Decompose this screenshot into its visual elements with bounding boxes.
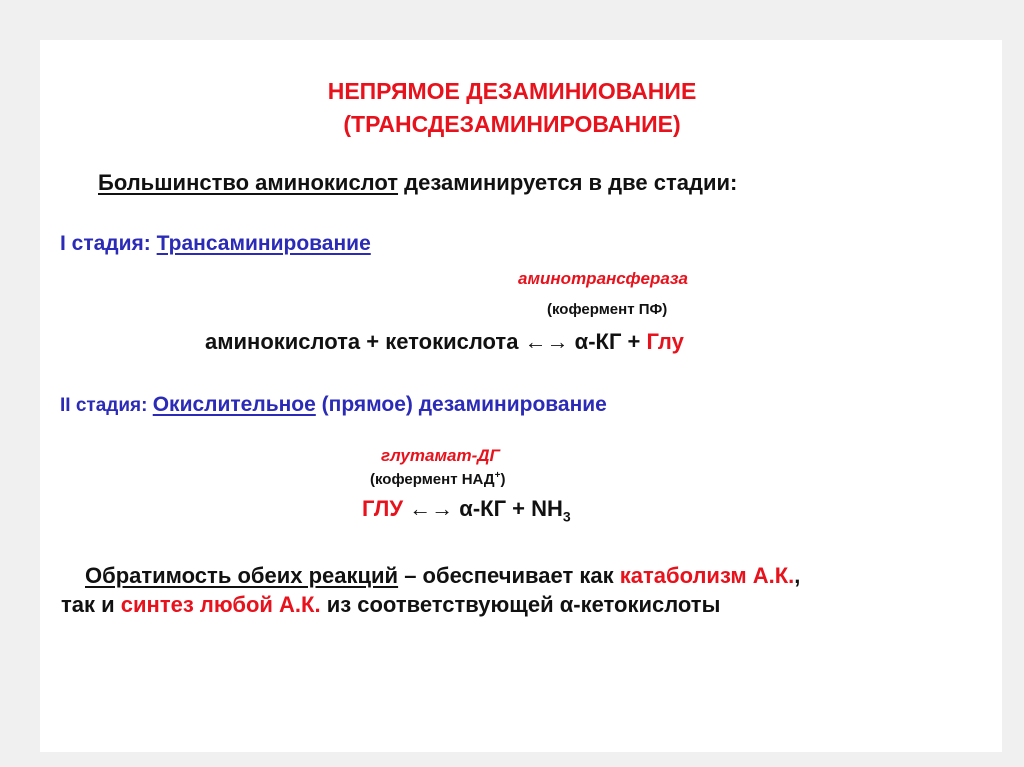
intro-line <box>98 170 737 196</box>
stage2-coenzyme-prefix: (кофермент НАД <box>370 471 495 488</box>
reversible-arrow-icon: ←→ <box>409 496 454 521</box>
conclusion-line-1 <box>85 563 800 589</box>
conclusion-catabolism: катаболизм А.К. <box>619 563 795 588</box>
stage2-reaction-substrate: ГЛУ <box>362 496 404 521</box>
intro-rest: дезаминируется в две стадии: <box>398 170 738 195</box>
stage1-label: I стадия: <box>60 232 157 255</box>
stage2-reaction-sub: 3 <box>562 508 571 525</box>
conclusion-synthesis: синтез любой А.К. <box>120 592 321 617</box>
intro-subject: Большинство аминокислот <box>98 170 399 195</box>
conclusion-part4: -кетокислоты <box>573 592 721 617</box>
stage2-coenzyme-sup: + <box>494 470 501 481</box>
stage1-enzyme: аминотрансфераза <box>518 269 688 288</box>
stage2-name-rest: дезаминирование <box>412 393 607 416</box>
stage1-reaction-left: аминокислота + кетокислота <box>205 329 525 354</box>
stage2-reaction <box>362 496 571 525</box>
reversible-arrow-icon: ←→ <box>524 329 569 354</box>
stage1-reaction-mid: -КГ + <box>588 329 647 354</box>
stage1-reaction-product: Глу <box>646 329 684 354</box>
stage2-heading <box>60 393 607 417</box>
conclusion-line-2 <box>61 592 720 618</box>
stage2-name-underlined: Окислительное <box>152 393 316 416</box>
alpha-symbol: α <box>574 329 589 354</box>
stage1-reaction <box>205 329 684 355</box>
stage2-enzyme: глутамат-ДГ <box>381 446 500 465</box>
stage2-name-paren: (прямое) <box>315 393 413 416</box>
stage1-name: Трансаминирование <box>156 232 371 255</box>
conclusion-part3: из соответствующей <box>320 592 560 617</box>
stage2-label: II стадия: <box>60 395 153 416</box>
title-line-1: НЕПРЯМОЕ ДЕЗАМИНИОВАНИЕ <box>327 78 697 104</box>
stage1-coenzyme: (кофермент ПФ) <box>547 301 668 318</box>
stage2-coenzyme-suffix: ) <box>500 471 506 488</box>
conclusion-part2: так и <box>61 592 121 617</box>
stage2-reaction-rest: -КГ + NH <box>472 496 563 521</box>
alpha-symbol: α <box>459 496 473 521</box>
conclusion-comma: , <box>794 563 801 588</box>
alpha-symbol: α <box>559 592 574 617</box>
conclusion-part1: – обеспечивает как <box>398 563 620 588</box>
stage2-coenzyme <box>370 471 505 488</box>
conclusion-subject: Обратимость обеих реакций <box>85 563 399 588</box>
title-line-2: (ТРАНСДЕЗАМИНИРОВАНИЕ) <box>343 111 681 137</box>
stage1-heading <box>60 232 371 256</box>
